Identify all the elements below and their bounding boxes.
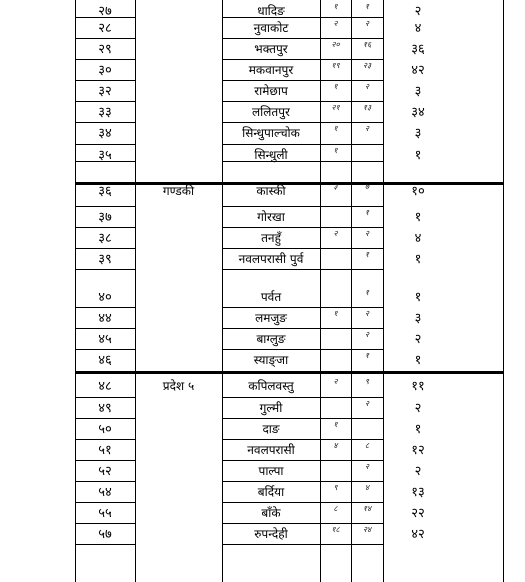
serial-number: ५२ [98,464,112,479]
count-b: ४ [364,483,370,492]
serial-number: ४८ [98,379,112,394]
count-b: २ [364,309,370,318]
count-b: २ [364,330,370,339]
count-a: ९ [333,483,338,492]
district-name: रुपन्देही [254,527,288,541]
district-name: मकवानपुर [248,63,294,77]
district-name: रामेछाप [254,84,288,98]
total-count: १२ [411,443,425,458]
serial-number: ३८ [98,231,112,246]
serial-number: २८ [98,21,112,36]
district-name: तनहुँ [261,231,281,245]
count-b: १ [364,2,370,11]
district-name: भक्तपुर [254,42,288,56]
total-count: १ [414,290,422,305]
province-name: प्रदेश ५ [162,379,195,393]
district-name: धादिङ [257,4,285,18]
row-rule [222,418,384,419]
serial-number: ३३ [98,105,112,120]
count-b: २ [364,124,370,133]
district-name: लमजुङ [255,311,287,325]
count-b: १ [364,351,370,360]
serial-number: ३२ [98,84,112,99]
count-a: २ [333,377,338,386]
count-a: १ [333,420,338,429]
total-count: १ [414,252,422,267]
serial-number: ३७ [98,210,112,225]
total-count: २ [414,4,422,19]
serial-number: ३० [98,63,112,78]
count-a: १९ [331,61,340,70]
row-rule [222,269,384,270]
total-count: १ [414,210,422,225]
serial-number: २७ [98,4,112,19]
column-rule [135,0,136,582]
count-a: १ [333,309,338,318]
total-count: २ [414,332,422,347]
count-a: १८ [331,525,340,534]
section-divider [75,371,504,374]
count-b: १ [364,208,370,217]
total-count: २ [414,401,422,416]
count-b: २ [364,399,370,408]
serial-number: ३४ [98,126,112,141]
total-count: ३ [414,126,422,141]
district-name: नुवाकोट [253,21,289,35]
column-rule [503,0,504,582]
district-name: पर्वत [260,290,282,304]
district-name: सिन्धुली [254,148,288,162]
count-a: १ [333,2,338,11]
count-b: १ [364,288,370,297]
district-name: बर्दिया [257,485,285,499]
count-b: १४ [362,504,372,513]
total-count: २२ [411,506,425,521]
serial-number: ५५ [98,506,112,521]
total-count: १० [411,184,425,199]
row-rule [75,269,136,270]
district-name: गुल्मी [259,401,283,415]
total-count: ३४ [411,105,425,120]
total-count: ३ [414,311,422,326]
count-a: २१ [331,103,340,112]
count-a: २ [333,229,338,238]
count-b: २ [364,462,370,471]
count-b: १६ [362,40,372,49]
count-b: २ [364,19,370,28]
district-name: स्याङ्जा [253,353,289,367]
count-a: ८ [333,504,338,513]
serial-number: ५७ [98,527,112,542]
count-b: २४ [362,525,372,534]
serial-number: ३५ [98,148,112,163]
serial-number: ५४ [98,485,112,500]
total-count: ३ [414,84,422,99]
serial-number: ५१ [98,443,112,458]
district-name: नवलपरासी पुर्व [238,252,304,266]
total-count: ४ [414,231,422,246]
count-a: २० [331,40,340,49]
count-a: ३ [333,182,338,191]
district-name: कपिलवस्तु [248,379,294,393]
total-count: १ [414,148,422,163]
total-count: ३६ [411,42,425,57]
serial-number: ४४ [98,311,112,326]
count-b: ८ [364,441,370,450]
total-count: ४ [414,21,422,36]
count-a: ४ [333,441,338,450]
row-rule [75,544,136,545]
count-b: २ [364,229,370,238]
row-rule [222,144,384,145]
total-count: २ [414,464,422,479]
total-count: ४२ [411,63,425,78]
serial-number: ५० [98,422,112,437]
total-count: ११ [411,379,425,394]
district-name: ललितपुर [252,105,290,119]
district-name: नवलपरासी [247,443,295,457]
district-name: बाँके [261,506,281,520]
serial-number: २९ [98,42,112,57]
serial-number: ३९ [98,252,112,267]
district-name: सिन्धुपाल्चोक [242,126,300,140]
count-b: १ [364,250,370,259]
count-b: ९ [364,377,370,386]
total-count: १ [414,422,422,437]
serial-number: ४५ [98,332,112,347]
total-count: १३ [411,485,425,500]
count-b: २ [364,82,370,91]
serial-number: ४० [98,290,112,305]
district-name: पाल्पा [258,464,284,478]
district-name: गोरखा [257,210,285,224]
count-a: १ [333,124,338,133]
serial-number: ४९ [98,401,112,416]
count-b: १३ [362,103,372,112]
district-name: कास्की [256,184,286,198]
serial-number: ४६ [98,353,112,368]
district-name: दाङ [262,422,280,436]
serial-number: ३६ [98,184,112,199]
count-b: ७ [364,182,370,191]
province-name: गण्डकी [162,184,195,198]
count-a: २ [333,19,338,28]
count-b: २३ [362,61,372,70]
row-rule [222,544,384,545]
count-a: १ [333,82,338,91]
count-a: १ [333,146,338,155]
district-name: बाग्लुङ [256,332,286,346]
total-count: ४२ [411,527,425,542]
total-count: १ [414,353,422,368]
